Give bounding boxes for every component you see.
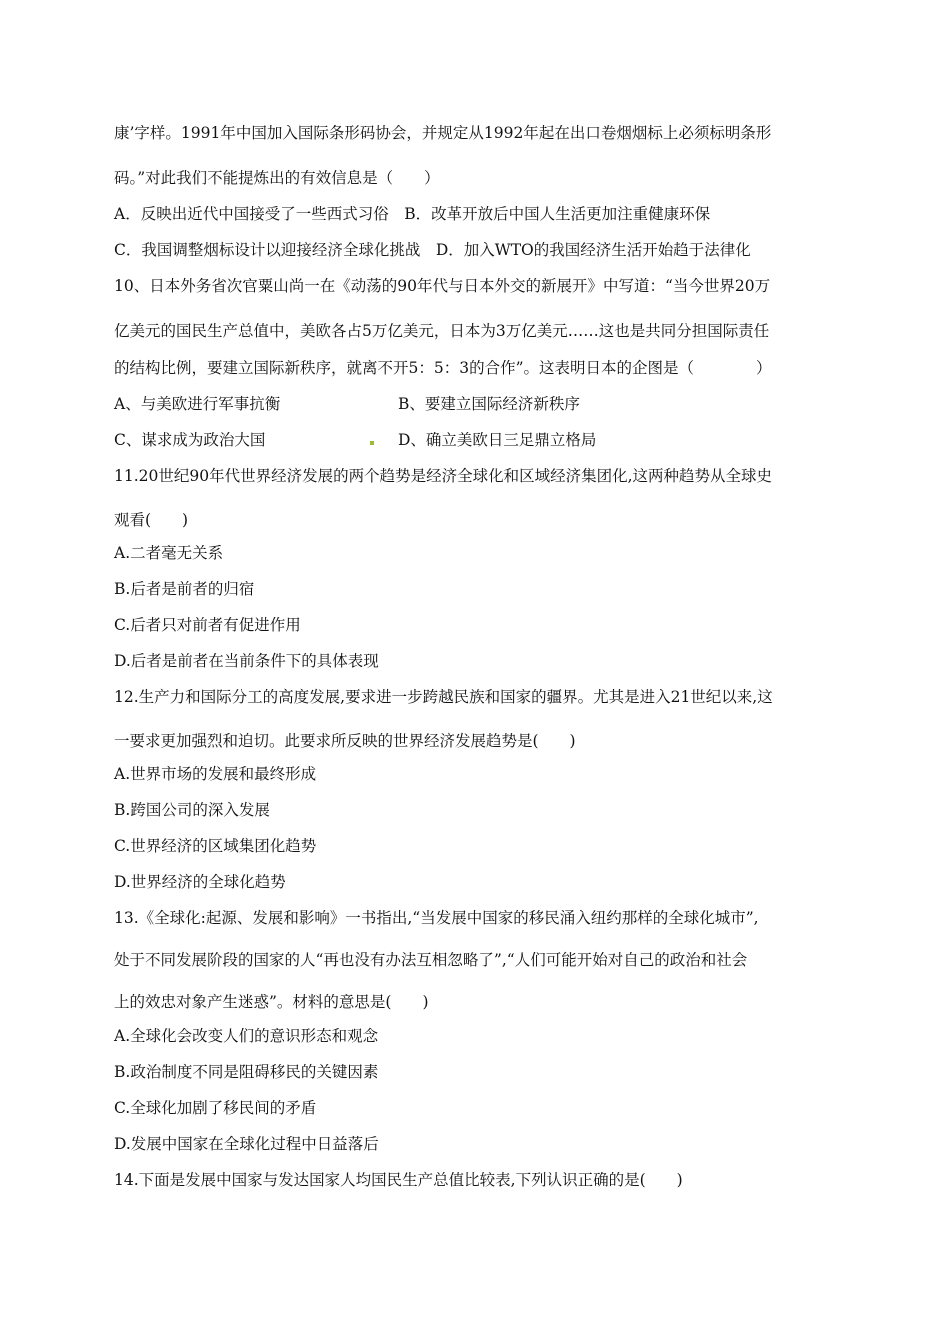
q10-text-line-1: 10、日本外务省次官粟山尚一在《动荡的90年代与日本外交的新展开》中写道：“当今世界20万 xyxy=(114,277,771,295)
q10-option-b: B、要建立国际经济新秩序 xyxy=(398,395,580,413)
decorative-dot xyxy=(370,441,374,445)
q9-text-line-2: 码。”对此我们不能提炼出的有效信息是（ ） xyxy=(114,169,440,187)
q11-option-b: B.后者是前者的归宿 xyxy=(114,580,255,598)
q10-text-line-3: 的结构比例，要建立国际新秩序，就离不开5：5：3的合作”。这表明日本的企图是（ ） xyxy=(114,359,772,377)
q12-option-b: B.跨国公司的深入发展 xyxy=(114,801,270,819)
q13-option-d: D.发展中国家在全球化过程中日益落后 xyxy=(114,1135,379,1153)
q11-option-a: A.二者毫无关系 xyxy=(114,544,224,562)
q10-text-line-2: 亿美元的国民生产总值中，美欧各占5万亿美元，日本为3万亿美元……这也是共同分担国际责任 xyxy=(114,322,770,340)
q13-text-line-3: 上的效忠对象产生迷惑”。材料的意思是( ) xyxy=(114,993,429,1011)
q14-text-line-1: 14.下面是发展中国家与发达国家人均国民生产总值比较表,下列认识正确的是( ) xyxy=(114,1171,683,1189)
q12-text-line-1: 12.生产力和国际分工的高度发展,要求进一步跨越民族和国家的疆界。尤其是进入21世纪以来,这 xyxy=(114,688,773,706)
q12-option-a: A.世界市场的发展和最终形成 xyxy=(114,765,317,783)
q11-option-d: D.后者是前者在当前条件下的具体表现 xyxy=(114,652,379,670)
q11-option-c: C.后者只对前者有促进作用 xyxy=(114,616,301,634)
q12-option-d: D.世界经济的全球化趋势 xyxy=(114,873,286,891)
q12-option-c: C.世界经济的区域集团化趋势 xyxy=(114,837,317,855)
q10-option-a: A、与美欧进行军事抗衡 xyxy=(114,395,281,413)
q13-text-line-1: 13.《全球化:起源、发展和影响》一书指出,“当发展中国家的移民涌入纽约那样的全球化城市”, xyxy=(114,909,759,927)
q13-option-b: B.政治制度不同是阻碍移民的关键因素 xyxy=(114,1063,379,1081)
q13-option-c: C.全球化加剧了移民间的矛盾 xyxy=(114,1099,317,1117)
q10-option-d: D、确立美欧日三足鼎立格局 xyxy=(398,431,597,449)
q9-text-line-1: 康’字样。1991年中国加入国际条形码协会，并规定从1992年起在出口卷烟烟标上必须标明条形 xyxy=(114,124,772,142)
q9-options-c-d: C．我国调整烟标设计以迎接经济全球化挑战 D．加入WTO的我国经济生活开始趋于法律化 xyxy=(114,241,751,259)
q11-text-line-2: 观看( ) xyxy=(114,511,189,529)
q11-text-line-1: 11.20世纪90年代世界经济发展的两个趋势是经济全球化和区域经济集团化,这两种趋势从全球史 xyxy=(114,467,773,485)
q10-option-c: C、谋求成为政治大国 xyxy=(114,431,266,449)
q9-options-a-b: A．反映出近代中国接受了一些西式习俗 B．改革开放后中国人生活更加注重健康环保 xyxy=(114,205,711,223)
q13-option-a: A.全球化会改变人们的意识形态和观念 xyxy=(114,1027,379,1045)
q13-text-line-2: 处于不同发展阶段的国家的人“再也没有办法互相忽略了”,“人们可能开始对自己的政治和社会 xyxy=(114,951,748,969)
q12-text-line-2: 一要求更加强烈和迫切。此要求所反映的世界经济发展趋势是( ) xyxy=(114,732,576,750)
